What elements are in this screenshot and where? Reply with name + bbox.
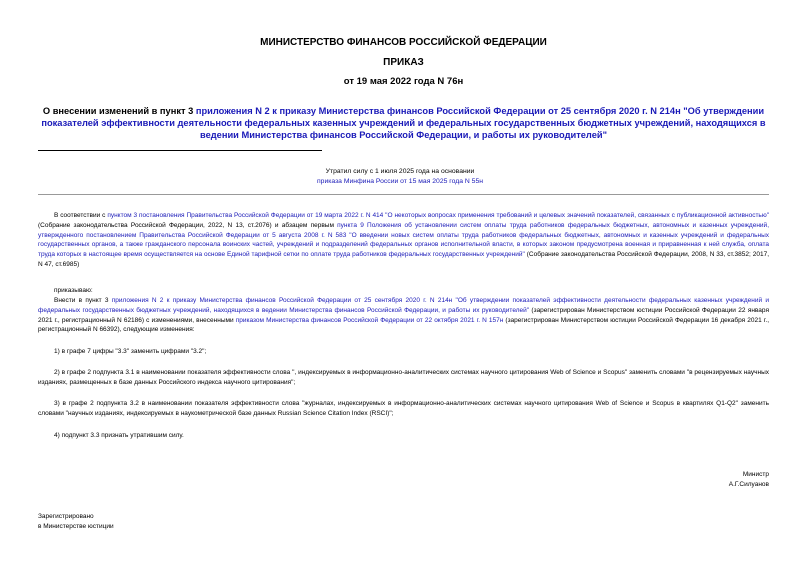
ministry-heading: МИНИСТЕРСТВО ФИНАНСОВ РОССИЙСКОЙ ФЕДЕРАЦИИ bbox=[260, 37, 547, 48]
signer-position: Министр bbox=[742, 471, 769, 478]
amendment-link-order-157n[interactable]: приказом Министерства финансов Российской Федерации от 22 октября 2021 г. N 157н bbox=[235, 316, 504, 324]
amendment-text: Внести в пункт 3 bbox=[54, 297, 112, 304]
document-type-heading: ПРИКАЗ bbox=[383, 57, 424, 68]
list-item: 3) в графе 2 подпункта 3.2 в наименовании показателя эффективности слова "журналах, индексируемых в информационно-аналитических системах научного цитирования Web of Science и Scopus в квартилях Q1-Q2" заменить словами "научных изданиях, индексируемых в наукометрической базе данных Russian Science Citation Index (RSCI)"; bbox=[38, 400, 769, 417]
list-item: 1) в графе 7 цифры "3.3" заменить цифрами "3.2"; bbox=[54, 348, 207, 355]
date-number-heading: от 19 мая 2022 года N 76н bbox=[343, 76, 464, 87]
amendment-text: (зарегистрирован Министерством юстиции Российской Федерации 22 января 2021 г., регистрационный N 62186) с изменениями, внесенными bbox=[38, 306, 769, 324]
document-title bbox=[38, 105, 769, 141]
title-text: О внесении изменений в пункт 3 bbox=[42, 106, 196, 116]
registration-line: Зарегистрировано bbox=[38, 513, 94, 520]
order-word: приказываю: bbox=[54, 287, 93, 294]
preamble-link-decree-583[interactable]: пункта 9 Положения об установлении систем оплаты труда работников федеральных бюджетных, автономных и казенных учреждений, утвержденного постановлением Правительства Российской Федерации от 5 августа 2008 г. N 583 "О введении новых систем оплаты труда работников федеральных бюджетных, автономных и казенных учреждений и федеральных государственных органов, а также гражданского персонала воинских частей, учреждений и подразделений федеральных органов исполнительной власти, в которых законом предусмотрена военная и приравненная к ней служба, оплата труда которых в настоящее время осуществляется на основе Единой тарифной сетки по оплате труда работников федеральных государственных учреждений" bbox=[38, 221, 769, 259]
list-item: 2) в графе 2 подпункта 3.1 в наименовании показателя эффективности слова ", индексируемых в информационно-аналитических системах научного цитирования Web of Science и Scopus" заменить словами "в рецензируемых научных изданиях, размещенных в базе данных Российского индекса научного цитирования"; bbox=[38, 369, 769, 386]
status-link[interactable]: приказа Минфина России от 15 мая 2025 года N 55н bbox=[316, 178, 483, 185]
signature-block bbox=[640, 470, 769, 489]
title-link[interactable]: приложения N 2 к приказу Министерства финансов Российской Федерации от 25 сентября 2020 г. N 214н "Об утверждении показателей эффективности деятельности федеральных казенных учреждений и федеральных государственных бюджетных учреждений, находящихся в ведении Министерства финансов Российской Федерации, и работы их руководителей" bbox=[41, 106, 766, 140]
amendment-text: (зарегистрирован Министерством юстиции Российской Федерации 16 декабря 2021 г., регистрационный N 66392), следующие изменения: bbox=[38, 316, 769, 334]
list-item: 4) подпункт 3.3 признать утратившим силу. bbox=[54, 432, 184, 439]
preamble-text: (Собрание законодательства Российской Федерации, 2022, N 13, ст.2076) и абзацем первым bbox=[38, 221, 338, 229]
signer-name: А.Г.Силуанов bbox=[728, 480, 769, 488]
registration-line: в Министерстве юстиции bbox=[38, 522, 114, 530]
preamble-text: В соответствии с bbox=[54, 212, 108, 219]
preamble-paragraph bbox=[38, 211, 769, 270]
divider-full bbox=[38, 194, 769, 195]
preamble-text: (Собрание законодательства Российской Федерации, 2008, N 33, ст.3852; 2017, N 47, ст.6985) bbox=[38, 251, 770, 268]
registration-note bbox=[38, 512, 238, 531]
status-note bbox=[200, 167, 600, 187]
divider-short bbox=[38, 150, 322, 151]
status-line: Утратил силу с 1 июля 2025 года на основании bbox=[325, 168, 475, 175]
preamble-link-decree-414[interactable]: пунктом 3 постановления Правительства Российской Федерации от 19 марта 2022 г. N 414 "О некоторых вопросах применения требований и целевых значений показателей, связанных с публикационной активностью" bbox=[107, 212, 770, 219]
amendment-paragraph bbox=[38, 296, 769, 335]
amendment-link-appendix[interactable]: приложения N 2 к приказу Министерства финансов Российской Федерации от 25 сентября 2020 г. N 214н "Об утверждении показателей эффективности деятельности федеральных казенных учреждений и федеральных государственных бюджетных учреждений, находящихся в ведении Министерства финансов Российской Федерации, и работы их руководителей" bbox=[38, 297, 769, 314]
